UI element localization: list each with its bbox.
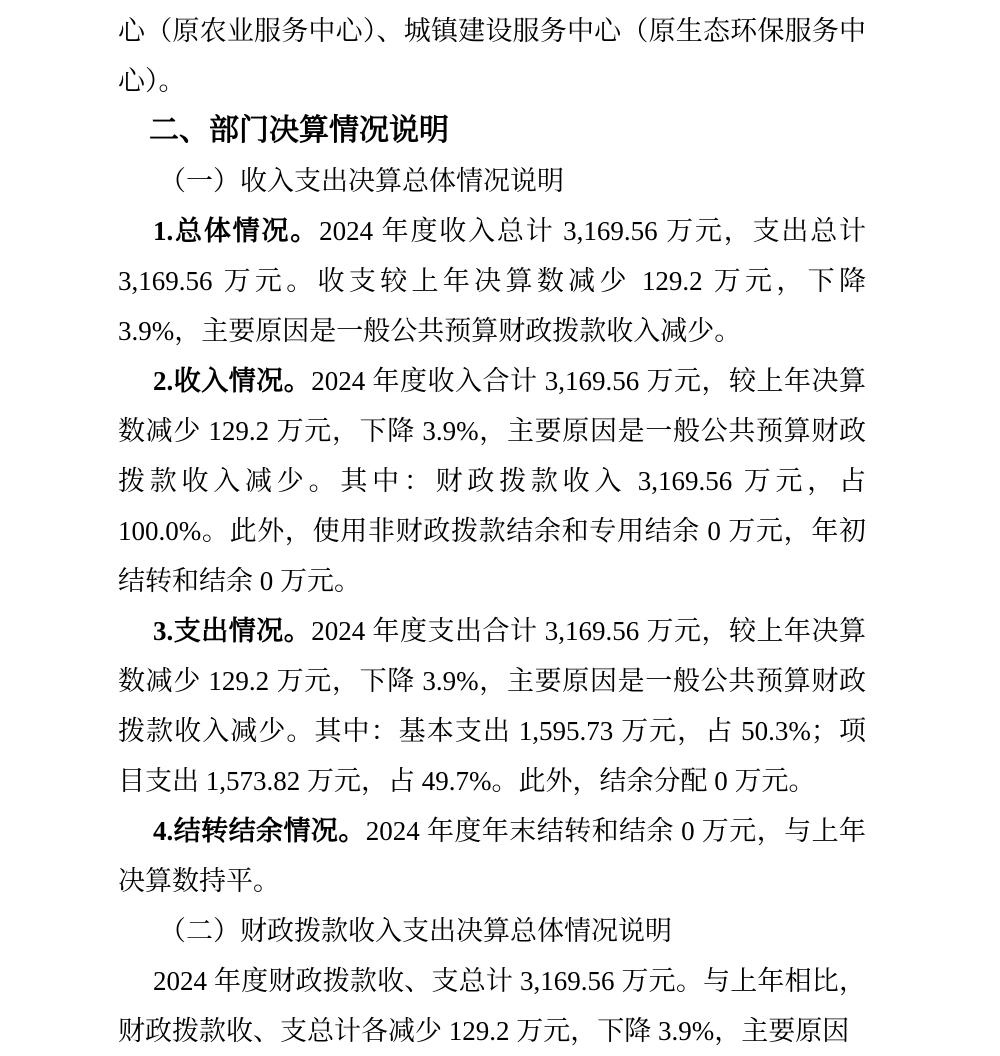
paragraph-fiscal-totals: [118, 956, 866, 1056]
subsection-heading-2: [118, 906, 866, 956]
subsection-heading-2-text: （二）财政拨款收入支出决算总体情况说明: [159, 916, 672, 946]
paragraph-income-text: 2024 年度收入合计 3,169.56 万元，较上年决算数减少 129.2 万元，下降 3.9%，主要原因是一般公共预算财政拨款收入减少。其中：财政拨款收入 3,169.56 万元，占 100.0%。此外，使用非财政拨款结余和专用结余 0 万元，年初结转和结余 0 万元。: [118, 366, 866, 596]
paragraph-overall-lead: 1.总体情况。: [153, 216, 320, 246]
paragraph-income-lead: 2.收入情况。: [153, 366, 312, 396]
paragraph-expenditure-text: 2024 年度支出合计 3,169.56 万元，较上年决算数减少 129.2 万元，下降 3.9%，主要原因是一般公共预算财政拨款收入减少。其中：基本支出 1,595.73 万元，占 50.3%；项目支出 1,573.82 万元，占 49.7%。此外，结余分配 0 万元。: [118, 616, 866, 796]
paragraph-expenditure-situation: [118, 606, 866, 806]
subsection-heading-1-text: （一）收入支出决算总体情况说明: [159, 166, 564, 196]
section-heading: [118, 106, 866, 156]
paragraph-expenditure-lead: 3.支出情况。: [153, 616, 312, 646]
section-heading-text: 二、部门决算情况说明: [149, 114, 449, 147]
subsection-heading-1: [118, 156, 866, 206]
paragraph-carryover-lead: 4.结转结余情况。: [153, 816, 366, 846]
paragraph-carryover-text: 2024 年度年末结转和结余 0 万元，与上年决算数持平。: [118, 816, 867, 896]
paragraph-fiscal-totals-text: 2024 年度财政拨款收、支总计 3,169.56 万元。与上年相比，财政拨款收、支总计各减少 129.2 万元，下降 3.9%，主要原因: [118, 966, 866, 1046]
continued-paragraph: [118, 6, 866, 106]
paragraph-carryover-situation: [118, 806, 866, 906]
continued-paragraph-text: 心（原农业服务中心）、城镇建设服务中心（原生态环保服务中心）。: [118, 16, 866, 96]
paragraph-overall-situation: [118, 206, 866, 356]
paragraph-income-situation: [118, 356, 866, 606]
paragraph-overall-text: 2024 年度收入总计 3,169.56 万元，支出总计 3,169.56 万元。收支较上年决算数减少 129.2 万元，下降 3.9%，主要原因是一般公共预算财政拨款收入减少。: [118, 216, 867, 346]
